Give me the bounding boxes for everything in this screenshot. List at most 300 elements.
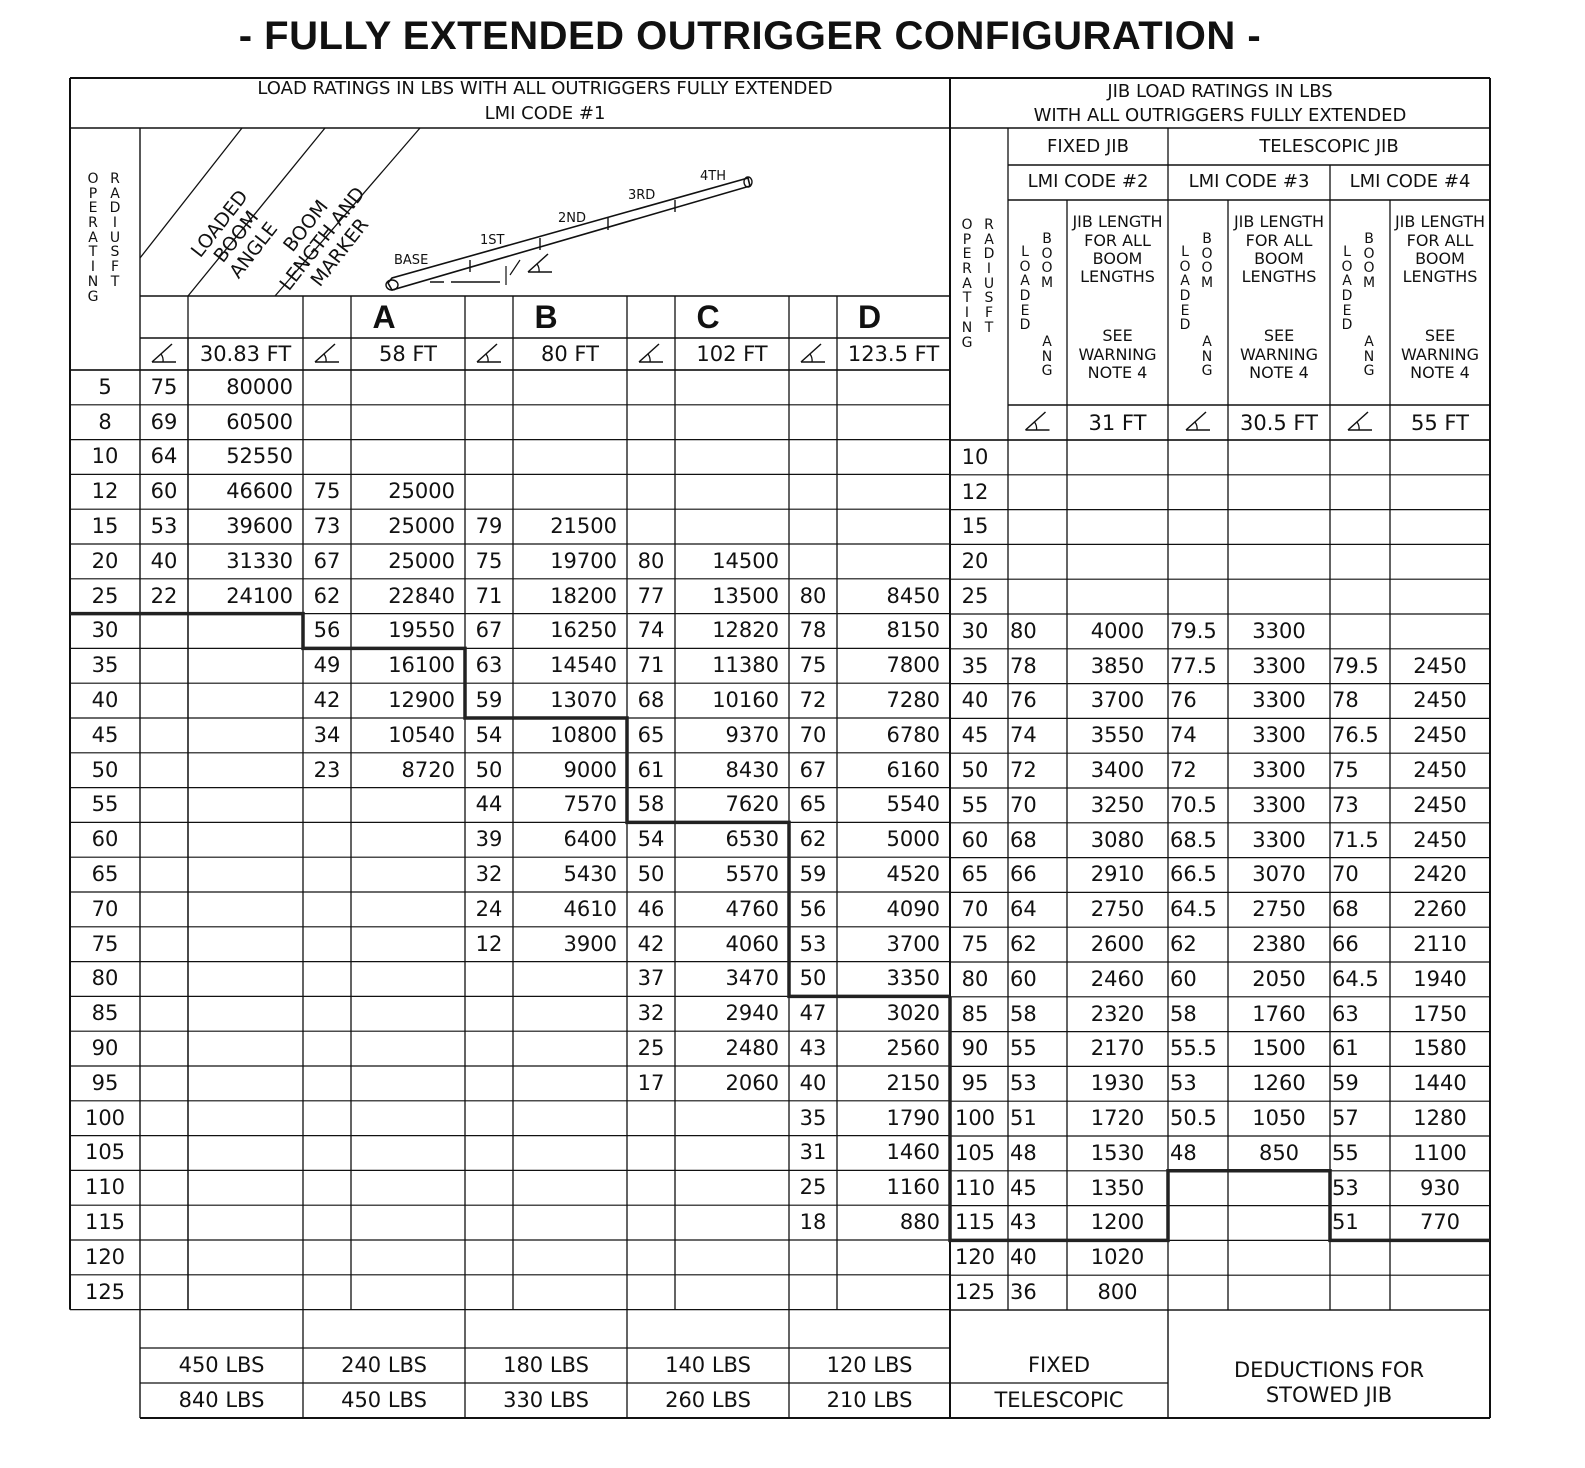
boom-angle-value [465, 1101, 513, 1136]
jib-angle-value [1170, 579, 1230, 614]
jib-angle-value: 77.5 [1170, 653, 1217, 678]
jib-angle-value [1332, 510, 1392, 545]
load-value [188, 1136, 293, 1171]
boom-angle-value [465, 1205, 513, 1240]
jib-load-value: 4000 [1090, 618, 1145, 643]
jib-angle-value: 45 [1010, 1175, 1037, 1200]
load-value: 1790 [886, 1105, 940, 1130]
boom-angle-value: 72 [799, 688, 827, 713]
load-value [351, 1240, 455, 1275]
boom-angle-value [789, 1240, 837, 1275]
jib-angle-value: 55 [1010, 1036, 1037, 1061]
jib-angle-value: 66.5 [1170, 862, 1217, 887]
jib-radius-value: 110 [954, 1175, 996, 1200]
jib-load-value [1228, 510, 1330, 545]
load-value [188, 753, 293, 788]
load-value [513, 440, 617, 475]
load-value [188, 614, 293, 649]
deduction-value: 140 LBS [665, 1353, 751, 1377]
load-value [188, 1031, 293, 1066]
jib-angle-value: 57 [1332, 1106, 1359, 1131]
load-value [188, 1240, 293, 1275]
jib-load-value: 3700 [1090, 688, 1145, 713]
loaded-label: L O A D E D [1341, 244, 1353, 334]
boom-angle-value [465, 474, 513, 509]
boom-angle-value [303, 857, 351, 892]
jib-angle-value: 64.5 [1170, 897, 1217, 922]
jib-radius-value: 55 [961, 792, 989, 817]
jib-angle-value: 50.5 [1170, 1106, 1217, 1131]
load-value [188, 1205, 293, 1240]
load-value: 7280 [886, 688, 940, 713]
load-value [513, 962, 617, 997]
load-value [351, 1136, 455, 1171]
jib-angle-value: 64 [1010, 897, 1037, 922]
load-value: 3020 [886, 1001, 940, 1026]
jib-angle-value [1332, 579, 1392, 614]
jib-angle-value: 76 [1170, 688, 1197, 713]
jib-load-value [1390, 510, 1490, 545]
see-warning-note: SEE WARNING NOTE 4 [1400, 326, 1480, 383]
section-letter-D: D [857, 299, 882, 335]
boom-angle-value: 17 [637, 1070, 665, 1095]
boom-angle-value [465, 996, 513, 1031]
radius-value: 65 [91, 862, 119, 887]
jib-angle-value: 58 [1170, 1001, 1197, 1026]
jib-load-value: 1580 [1413, 1036, 1467, 1061]
load-value [675, 1136, 779, 1171]
jib-angle-value: 78 [1332, 688, 1359, 713]
load-value [351, 1170, 455, 1205]
boom-angle-value [303, 1031, 351, 1066]
load-value: 3900 [563, 931, 617, 956]
boom-angle-value: 58 [637, 792, 665, 817]
load-value [188, 962, 293, 997]
load-value [513, 1240, 617, 1275]
jib-load-value: 1500 [1252, 1036, 1306, 1061]
radius-value: 75 [91, 931, 119, 956]
jib-radius-value: 35 [961, 653, 989, 678]
load-value [188, 683, 293, 718]
load-value [675, 1101, 779, 1136]
boom-angle-value: 37 [637, 966, 665, 991]
load-value: 22840 [388, 583, 455, 608]
boom-angle-value: 42 [637, 931, 665, 956]
load-value [837, 1275, 940, 1310]
jib-load-value: 1750 [1413, 1001, 1467, 1026]
boom-angle-value [303, 440, 351, 475]
load-value [351, 1101, 455, 1136]
load-value: 8430 [725, 757, 779, 782]
radius-value: 5 [98, 374, 112, 399]
boom-angle-value: 64 [150, 444, 178, 469]
angle-icon [315, 344, 339, 362]
jib-load-value: 2910 [1090, 862, 1145, 887]
jib-radius-value: 45 [961, 723, 989, 748]
jib-radius-value: 70 [961, 897, 989, 922]
load-value [351, 892, 455, 927]
jib-load-value [1228, 579, 1330, 614]
boom-angle-value [303, 962, 351, 997]
load-value: 10160 [712, 688, 779, 713]
boom-angle-value: 75 [475, 548, 503, 573]
jib-angle-value: 48 [1010, 1140, 1037, 1165]
jib-radius-value: 125 [954, 1280, 996, 1305]
boom-angle-value [140, 996, 188, 1031]
boom-angle-value [627, 1136, 675, 1171]
load-value [351, 1031, 455, 1066]
radius-value: 8 [98, 409, 112, 434]
boom-angle-value: 67 [799, 757, 827, 782]
boom-angle-value: 59 [799, 862, 827, 887]
load-value: 11380 [712, 653, 779, 678]
jib-angle-value [1170, 1275, 1230, 1310]
boom-ang-label: B O O M A N G [1040, 231, 1054, 380]
jib-radius-value: 15 [961, 514, 989, 539]
jib-angle-value [1332, 544, 1392, 579]
jib-load-value: 2450 [1413, 688, 1467, 713]
boom-angle-value: 23 [313, 757, 341, 782]
boom-angle-value: 22 [150, 583, 178, 608]
jib-angle-value [1010, 510, 1069, 545]
jib-angle-value: 68.5 [1170, 827, 1217, 852]
jib-load-value: 3850 [1090, 653, 1145, 678]
load-value [188, 788, 293, 823]
operating-label: O P E R A T I N G [87, 171, 99, 305]
jib-angle-value [1170, 544, 1230, 579]
deduction-value: 180 LBS [503, 1353, 589, 1377]
jib-angle-value: 74 [1170, 723, 1197, 748]
jib-angle-value: 72 [1170, 758, 1197, 783]
jib-angle-value [1332, 614, 1392, 649]
section-letter-C: C [696, 299, 720, 335]
load-value: 9370 [725, 722, 779, 747]
jib-angle-value: 53 [1332, 1175, 1359, 1200]
angle-icon [1348, 412, 1372, 430]
jib-angle-value: 79.5 [1170, 618, 1217, 643]
load-value [675, 509, 779, 544]
jib-load-value: 2260 [1413, 897, 1467, 922]
jib-length-note: JIB LENGTH FOR ALL BOOM LENGTHS [1394, 212, 1486, 287]
radius-value: 120 [84, 1244, 126, 1269]
jib-angle-value: 40 [1010, 1245, 1037, 1270]
jib-angle-value [1170, 475, 1230, 510]
jib-radius-value: 120 [954, 1245, 996, 1270]
jib-load-value [1067, 440, 1168, 475]
angle-icon [477, 344, 501, 362]
boom-angle-value: 63 [475, 653, 503, 678]
jib-load-value: 800 [1097, 1280, 1138, 1305]
jib-angle-value: 76.5 [1332, 723, 1379, 748]
jib-load-value: 2450 [1413, 723, 1467, 748]
load-value [188, 857, 293, 892]
jib-angle-value: 60 [1170, 966, 1197, 991]
jib-load-value [1228, 1171, 1330, 1206]
boom-marker-4th: 4TH [700, 168, 726, 184]
jib-load-value: 3300 [1252, 688, 1306, 713]
jib-angle-value [1010, 440, 1069, 475]
boom-angle-value [465, 1275, 513, 1310]
boom-angle-value [789, 1275, 837, 1310]
radius-value: 30 [91, 618, 119, 643]
load-value: 6780 [886, 722, 940, 747]
jib-angle-value [1332, 440, 1392, 475]
jib-load-value [1390, 544, 1490, 579]
telescopic-deduction-label: TELESCOPIC [994, 1388, 1124, 1412]
load-value: 9000 [563, 757, 617, 782]
load-value [188, 892, 293, 927]
jib-load-value [1067, 510, 1168, 545]
section-length: 58 FT [379, 342, 437, 366]
jib-radius-value: 25 [961, 584, 989, 609]
load-value: 5000 [886, 827, 940, 852]
radius-value: 45 [91, 722, 119, 747]
load-value [188, 822, 293, 857]
jib-angle-value: 48 [1170, 1140, 1197, 1165]
load-value: 4760 [725, 896, 779, 921]
radius-value: 90 [91, 1036, 119, 1061]
jib-angle-value: 62 [1170, 932, 1197, 957]
boom-angle-value [303, 822, 351, 857]
jib-load-value: 1930 [1090, 1071, 1145, 1096]
load-value: 46600 [226, 479, 293, 504]
jib-load-value: 3550 [1090, 723, 1145, 748]
boom-angle-value: 61 [637, 757, 665, 782]
jib-load-value: 1050 [1252, 1106, 1306, 1131]
jib-angle-value [1170, 510, 1230, 545]
load-value: 80000 [226, 374, 293, 399]
boom-angle-value [303, 927, 351, 962]
load-value [513, 1101, 617, 1136]
jib-angle-value: 66 [1332, 932, 1359, 957]
deductions-stowed-jib-label: DEDUCTIONS FOR STOWED JIB [1233, 1357, 1425, 1407]
load-value [837, 370, 940, 405]
lmi-code-label: LMI CODE #3 [1188, 171, 1310, 193]
section-length: 123.5 FT [847, 342, 940, 366]
boom-angle-value: 62 [313, 583, 341, 608]
load-value: 2150 [886, 1070, 940, 1095]
boom-angle-value: 35 [799, 1105, 827, 1130]
jib-load-value: 2750 [1252, 897, 1306, 922]
jib-load-value: 2600 [1090, 932, 1145, 957]
boom-angle-value: 44 [475, 792, 503, 817]
deduction-value: 210 LBS [826, 1388, 913, 1412]
jib-load-value: 3300 [1252, 792, 1306, 817]
boom-angle-value [303, 405, 351, 440]
load-value [188, 996, 293, 1031]
jib-angle-value [1170, 1206, 1230, 1241]
main-header-line1: LOAD RATINGS IN LBS WITH ALL OUTRIGGERS FULLY EXTENDED [257, 77, 833, 99]
boom-angle-value [465, 405, 513, 440]
load-value: 52550 [226, 444, 293, 469]
see-warning-note: SEE WARNING NOTE 4 [1239, 326, 1319, 383]
jib-angle-value: 64.5 [1332, 966, 1379, 991]
jib-radius-value: 85 [961, 1001, 989, 1026]
boom-angle-value [465, 1136, 513, 1171]
load-value: 6530 [725, 827, 779, 852]
jib-operating-label: O P E R A T I N G [961, 217, 973, 351]
boom-angle-value [627, 474, 675, 509]
jib-load-value [1067, 544, 1168, 579]
jib-length-value: 31 FT [1088, 410, 1147, 435]
deduction-value: 120 LBS [826, 1353, 913, 1377]
jib-length-note: JIB LENGTH FOR ALL BOOM LENGTHS [1233, 212, 1325, 287]
load-value [188, 648, 293, 683]
boom-angle-value: 73 [313, 514, 341, 539]
load-value [837, 544, 940, 579]
jib-load-value: 3300 [1252, 758, 1306, 783]
boom-angle-value [140, 1240, 188, 1275]
load-value: 25000 [388, 514, 455, 539]
boom-marker-1st: 1ST [480, 232, 505, 248]
load-value: 7800 [886, 653, 940, 678]
jib-angle-value: 60 [1010, 966, 1037, 991]
jib-radius-ft-label: R A D I U S F T [983, 217, 995, 336]
load-value [513, 370, 617, 405]
boom-angle-value: 70 [799, 722, 827, 747]
jib-radius-value: 115 [954, 1210, 996, 1235]
boom-angle-value [627, 509, 675, 544]
load-value: 10800 [550, 722, 617, 747]
boom-angle-value: 50 [637, 862, 665, 887]
load-value [188, 927, 293, 962]
jib-angle-value: 70.5 [1170, 792, 1217, 817]
load-value: 1460 [886, 1140, 940, 1165]
load-value: 7570 [563, 792, 617, 817]
load-value [837, 474, 940, 509]
boom-angle-value: 49 [313, 653, 341, 678]
boom-marker-base: BASE [394, 252, 429, 268]
jib-length-note: JIB LENGTH FOR ALL BOOM LENGTHS [1072, 212, 1163, 287]
radius-value: 100 [84, 1105, 126, 1130]
jib-load-value: 2450 [1413, 653, 1467, 678]
boom-angle-value: 40 [799, 1070, 827, 1095]
jib-angle-value [1010, 579, 1069, 614]
jib-load-value [1228, 1240, 1330, 1275]
boom-angle-value [140, 1101, 188, 1136]
load-value [675, 1205, 779, 1240]
section-length: 102 FT [696, 342, 768, 366]
jib-load-value: 1100 [1413, 1140, 1467, 1165]
boom-angle-value [140, 1031, 188, 1066]
jib-load-value [1390, 1240, 1490, 1275]
deduction-value: 450 LBS [341, 1388, 427, 1412]
loaded-label: L O A D E D [1179, 244, 1191, 334]
load-value: 10540 [388, 722, 455, 747]
boom-angle-value: 78 [799, 618, 827, 643]
radius-value: 20 [91, 548, 119, 573]
jib-load-value: 2170 [1090, 1036, 1145, 1061]
lmi-code-label: LMI CODE #4 [1349, 171, 1471, 193]
boom-angle-value: 71 [475, 583, 503, 608]
see-warning-note: SEE WARNING NOTE 4 [1078, 326, 1157, 383]
jib-angle-value: 59 [1332, 1071, 1359, 1096]
jib-load-value: 850 [1258, 1140, 1300, 1165]
boom-angle-value: 32 [475, 862, 503, 887]
load-value [188, 1170, 293, 1205]
boom-angle-value [303, 1275, 351, 1310]
boom-angle-value: 25 [637, 1036, 665, 1061]
load-value [675, 1275, 779, 1310]
boom-angle-value: 50 [475, 757, 503, 782]
load-value: 19550 [388, 618, 455, 643]
boom-angle-value: 80 [799, 583, 827, 608]
lmi-code-label: LMI CODE #2 [1027, 171, 1149, 193]
load-value [513, 1205, 617, 1240]
jib-header-line2: WITH ALL OUTRIGGERS FULLY EXTENDED [1033, 104, 1407, 126]
boom-angle-value [465, 1240, 513, 1275]
boom-angle-value [140, 1275, 188, 1310]
boom-angle-value [465, 1066, 513, 1101]
jib-angle-value [1332, 475, 1392, 510]
radius-ft-label: R A D I U S F T [109, 171, 121, 290]
boom-angle-value [140, 718, 188, 753]
jib-angle-value: 68 [1332, 897, 1359, 922]
jib-load-value: 3250 [1090, 792, 1145, 817]
load-value: 5430 [563, 862, 617, 887]
jib-angle-value: 36 [1010, 1280, 1037, 1305]
boom-angle-value: 12 [475, 931, 503, 956]
boom-angle-value: 59 [475, 688, 503, 713]
load-value [513, 1275, 617, 1310]
jib-angle-value: 51 [1332, 1210, 1359, 1235]
boom-angle-value [303, 1066, 351, 1101]
boom-angle-value: 69 [150, 409, 178, 434]
boom-angle-value: 40 [150, 548, 178, 573]
jib-load-value: 2450 [1413, 792, 1467, 817]
boom-angle-value [140, 648, 188, 683]
jib-length-value: 55 FT [1411, 410, 1469, 435]
jib-angle-value: 72 [1010, 758, 1037, 783]
load-value [675, 405, 779, 440]
boom-angle-value [789, 474, 837, 509]
jib-angle-value: 71.5 [1332, 827, 1379, 852]
load-value: 12820 [712, 618, 779, 643]
load-value: 14540 [550, 653, 617, 678]
boom-angle-value: 56 [799, 896, 827, 921]
boom-angle-value: 42 [313, 688, 341, 713]
jib-angle-value: 70 [1010, 792, 1037, 817]
jib-angle-value: 53 [1170, 1071, 1197, 1096]
jib-load-value [1390, 614, 1490, 649]
jib-angle-value: 74 [1010, 723, 1037, 748]
load-value [188, 718, 293, 753]
load-value: 16100 [388, 653, 455, 678]
boom-angle-value [140, 1205, 188, 1240]
jib-radius-value: 30 [961, 618, 989, 643]
jib-load-value: 1760 [1252, 1001, 1306, 1026]
load-value [837, 405, 940, 440]
jib-angle-value: 55.5 [1170, 1036, 1217, 1061]
load-value [351, 962, 455, 997]
boom-angle-value [303, 1205, 351, 1240]
load-value: 4060 [725, 931, 779, 956]
boom-angle-value: 50 [799, 966, 827, 991]
jib-radius-value: 105 [954, 1140, 996, 1165]
main-header-line2: LMI CODE #1 [484, 102, 606, 124]
deduction-value: 840 LBS [178, 1388, 265, 1412]
radius-value: 40 [91, 688, 119, 713]
load-value: 8720 [401, 757, 455, 782]
angle-icon [801, 344, 825, 362]
jib-load-value [1390, 475, 1490, 510]
radius-value: 15 [91, 514, 119, 539]
radius-value: 12 [91, 479, 119, 504]
jib-angle-value: 51 [1010, 1106, 1037, 1131]
jib-angle-value [1332, 1240, 1392, 1275]
radius-value: 125 [84, 1279, 126, 1304]
boom-angle-value: 67 [475, 618, 503, 643]
